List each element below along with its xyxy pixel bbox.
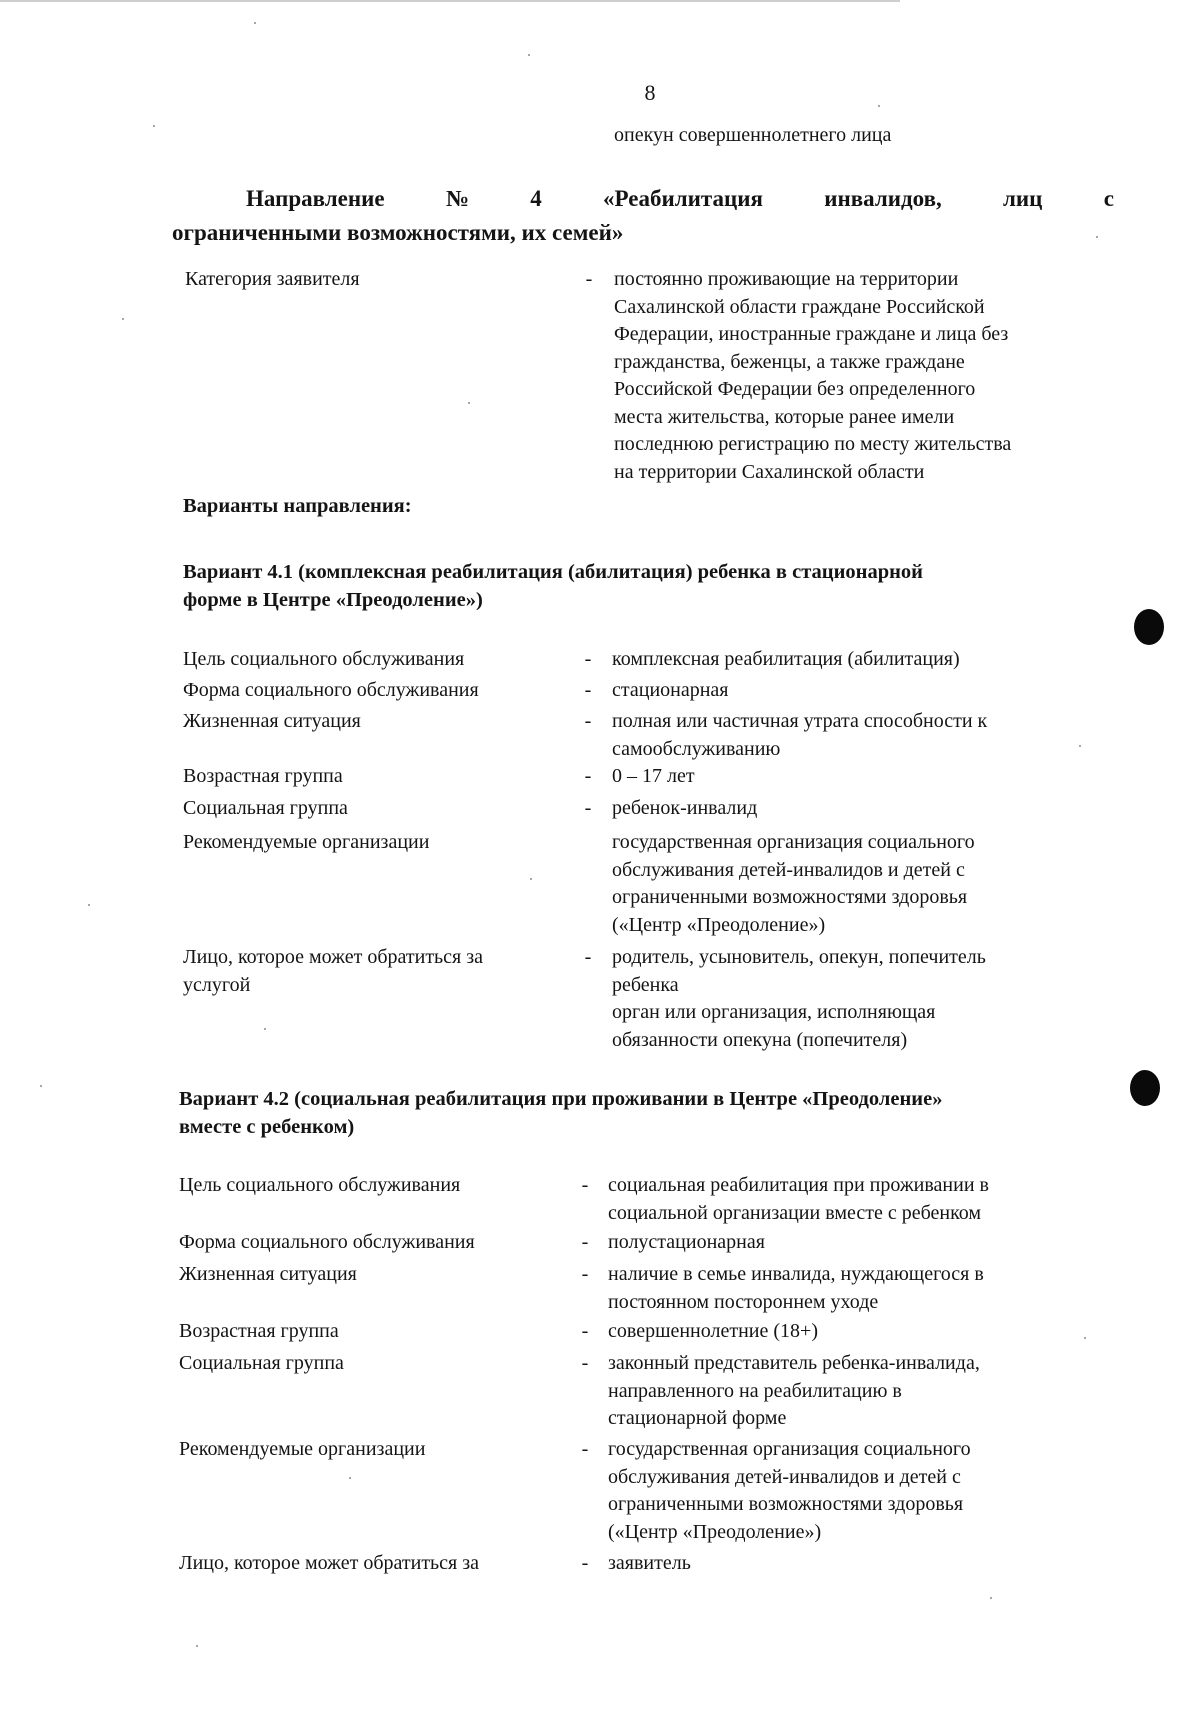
row-value bbox=[608, 1261, 1088, 1316]
row-label: Форма социального обслуживания bbox=[179, 1231, 475, 1253]
row-label: Жизненная ситуация bbox=[183, 710, 361, 732]
variant-title-line: вместе с ребенком) bbox=[179, 1116, 355, 1138]
row-value bbox=[608, 1318, 1088, 1346]
value-line: орган или организация, исполняющая bbox=[612, 1001, 936, 1023]
value-line: 0 – 17 лет bbox=[612, 765, 695, 787]
scan-speck bbox=[878, 105, 880, 107]
value-line: направленного на реабилитацию в bbox=[608, 1379, 902, 1402]
scan-speck bbox=[468, 402, 470, 404]
title-word: инвалидов, bbox=[824, 186, 942, 211]
row-dash: - bbox=[581, 1174, 589, 1196]
row-value bbox=[612, 944, 1092, 1054]
row-dash: - bbox=[585, 268, 593, 290]
row-label: Социальная группа bbox=[183, 797, 348, 819]
row-dash: - bbox=[584, 765, 592, 787]
section-title-line1 bbox=[172, 182, 1114, 216]
row-value bbox=[612, 708, 1092, 763]
value-line: государственная организация социального bbox=[612, 831, 975, 853]
scan-speck bbox=[528, 54, 530, 56]
row-label: Цель социального обслуживания bbox=[179, 1174, 461, 1196]
value-line: ребенок-инвалид bbox=[612, 797, 758, 819]
scan-speck bbox=[264, 1028, 266, 1030]
variant-4-1-title bbox=[183, 558, 1103, 614]
value-line: места жительства, которые ранее имели bbox=[614, 405, 955, 428]
value-line: заявитель bbox=[608, 1552, 691, 1574]
value-line: Российской Федерации без определенного bbox=[614, 378, 976, 400]
row-label: Жизненная ситуация bbox=[179, 1263, 357, 1285]
row-dash: - bbox=[581, 1320, 589, 1342]
value-line: полная или частичная утрата способности к bbox=[612, 710, 988, 732]
value-line: на территории Сахалинской области bbox=[614, 460, 925, 483]
variant-title-line: форме в Центре «Преодоление») bbox=[183, 589, 483, 611]
value-line: ограниченными возможностями здоровья bbox=[608, 1493, 964, 1515]
value-line: законный представитель ребенка-инвалида, bbox=[608, 1352, 980, 1374]
scan-speck bbox=[1084, 1337, 1086, 1339]
row-dash: - bbox=[581, 1231, 589, 1253]
title-word: лиц bbox=[1003, 186, 1043, 211]
value-line: обслуживания детей-инвалидов и детей с bbox=[612, 858, 965, 881]
row-value bbox=[614, 266, 1094, 486]
value-line: стационарной форме bbox=[608, 1407, 787, 1429]
scan-speck bbox=[122, 318, 124, 320]
row-value bbox=[612, 763, 1092, 791]
row-label: Цель социального обслуживания bbox=[183, 648, 465, 670]
row-label: Категория заявителя bbox=[185, 268, 360, 290]
row-label: Форма социального обслуживания bbox=[183, 679, 479, 701]
section-title bbox=[172, 182, 1114, 250]
scan-speck bbox=[990, 1597, 992, 1599]
value-line: социальная реабилитация при проживании в bbox=[608, 1174, 989, 1196]
value-line: совершеннолетние (18+) bbox=[608, 1320, 818, 1342]
title-word: с bbox=[1103, 186, 1114, 211]
row-label: Рекомендуемые организации bbox=[179, 1438, 426, 1460]
row-dash: - bbox=[581, 1438, 589, 1460]
row-label: Возрастная группа bbox=[179, 1320, 339, 1342]
row-value bbox=[612, 677, 1092, 705]
value-line: обязанности опекуна (попечителя) bbox=[612, 1028, 908, 1051]
value-line: стационарная bbox=[612, 679, 729, 701]
row-dash: - bbox=[584, 679, 592, 701]
row-dash: - bbox=[584, 710, 592, 732]
binder-hole-mark bbox=[1130, 1070, 1160, 1106]
row-value bbox=[612, 829, 1092, 939]
row-dash: - bbox=[581, 1263, 589, 1285]
scan-speck bbox=[349, 1477, 351, 1479]
row-dash: - bbox=[581, 1352, 589, 1374]
row-value bbox=[608, 1229, 1088, 1257]
value-line: наличие в семье инвалида, нуждающегося в bbox=[608, 1263, 984, 1285]
value-line: постоянном постороннем уходе bbox=[608, 1290, 879, 1313]
value-line: самообслуживанию bbox=[612, 737, 781, 760]
scan-speck bbox=[40, 1085, 42, 1087]
scan-top-edge bbox=[0, 0, 900, 2]
value-line: полустационарная bbox=[608, 1231, 765, 1253]
row-value bbox=[608, 1350, 1088, 1433]
variants-heading: Варианты направления: bbox=[183, 495, 412, 517]
value-line: («Центр «Преодоление») bbox=[608, 1520, 822, 1543]
scan-speck bbox=[254, 22, 256, 24]
scan-speck bbox=[1079, 745, 1081, 747]
row-label: Социальная группа bbox=[179, 1352, 344, 1374]
value-line: социальной организации вместе с ребенком bbox=[608, 1201, 982, 1224]
row-value bbox=[608, 1550, 1088, 1578]
scan-speck bbox=[530, 878, 532, 880]
variant-4-2-title bbox=[179, 1085, 1099, 1141]
continuation-text: опекун совершеннолетнего лица bbox=[614, 124, 892, 146]
row-dash: - bbox=[584, 648, 592, 670]
scan-speck bbox=[1096, 236, 1098, 238]
value-line: Сахалинской области граждане Российской bbox=[614, 295, 985, 318]
title-word: № bbox=[445, 186, 469, 211]
value-line: комплексная реабилитация (абилитация) bbox=[612, 648, 960, 670]
value-line: обслуживания детей-инвалидов и детей с bbox=[608, 1465, 961, 1488]
row-dash: - bbox=[584, 797, 592, 819]
section-title-line2: ограниченными возможностями, их семей» bbox=[172, 220, 624, 245]
value-line: («Центр «Преодоление») bbox=[612, 913, 826, 936]
value-line: постоянно проживающие на территории bbox=[614, 268, 959, 290]
title-word: 4 bbox=[530, 186, 542, 211]
variant-title-line: Вариант 4.1 (комплексная реабилитация (абилитация) ребенка в стационарной bbox=[183, 561, 923, 583]
value-line: ребенка bbox=[612, 973, 679, 996]
row-dash: - bbox=[581, 1552, 589, 1574]
value-line: последнюю регистрацию по месту жительства bbox=[614, 433, 1012, 455]
scan-speck bbox=[196, 1645, 198, 1647]
title-word: «Реабилитация bbox=[603, 186, 763, 211]
value-line: гражданства, беженцы, а также граждане bbox=[614, 350, 965, 373]
page-number: 8 bbox=[644, 80, 656, 105]
row-label bbox=[183, 944, 563, 999]
label-line: Лицо, которое может обратиться за bbox=[183, 946, 484, 968]
scan-speck bbox=[88, 904, 90, 906]
value-line: родитель, усыновитель, опекун, попечитель bbox=[612, 946, 986, 968]
row-label: Рекомендуемые организации bbox=[183, 831, 430, 853]
value-line: ограниченными возможностями здоровья bbox=[612, 886, 968, 908]
row-value bbox=[608, 1436, 1088, 1546]
row-label: Возрастная группа bbox=[183, 765, 343, 787]
row-value bbox=[612, 795, 1092, 823]
row-dash: - bbox=[584, 946, 592, 968]
label-line: услугой bbox=[183, 973, 251, 996]
value-line: Федерации, иностранные граждане и лица без bbox=[614, 323, 1009, 345]
row-value bbox=[608, 1172, 1088, 1227]
title-word: Направление bbox=[246, 186, 385, 211]
row-label: Лицо, которое может обратиться за bbox=[179, 1552, 480, 1574]
value-line: государственная организация социального bbox=[608, 1438, 971, 1460]
scan-speck bbox=[153, 125, 155, 127]
binder-hole-mark bbox=[1134, 609, 1164, 645]
variant-title-line: Вариант 4.2 (социальная реабилитация при проживании в Центре «Преодоление» bbox=[179, 1088, 943, 1110]
row-value bbox=[612, 646, 1092, 674]
